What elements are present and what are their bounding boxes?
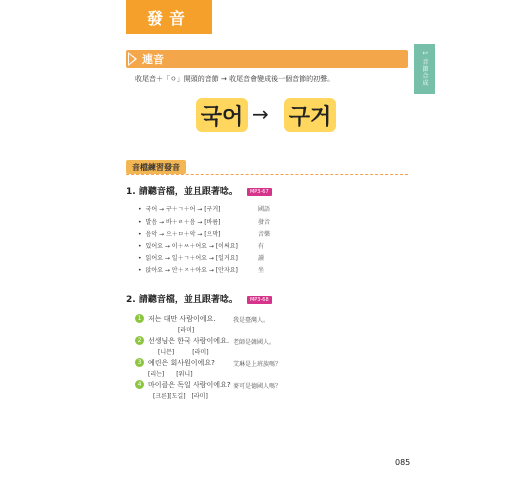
sentence: 예린은 회사원이에요? [148, 359, 215, 367]
sentence: 저는 대만 사람이에요. [148, 315, 216, 323]
pronunciation: [니믄] [라미] [158, 349, 209, 356]
translation: 老師是韓國人。 [233, 339, 276, 346]
pronunciation: [크른][도길] [라미] [153, 393, 208, 400]
question-1-text: 1. 請聽音檔，並且跟著唸。 [126, 187, 238, 197]
list-item: • 있어요 → 이＋ㅆ＋어요 → [이써요] [138, 243, 238, 250]
translation: 麥可是德國人嗎？ [233, 383, 282, 390]
practice-header [126, 160, 186, 174]
list-item: • 발음 → 바＋ㄹ＋음 → [바름] [138, 219, 221, 226]
pronunciation: [리는] [워니] [148, 371, 193, 378]
list-item-gloss: 發音 [258, 219, 271, 226]
translation: 艾琳是上班族嗎？ [233, 361, 282, 368]
question-2-text: 2. 請聽音檔，並且跟著唸。 [126, 295, 238, 305]
example-arrow: → [252, 102, 269, 126]
pronunciation: [라미] [178, 327, 195, 334]
list-item-gloss: 坐 [258, 267, 265, 274]
section-title: 連音 [142, 53, 164, 66]
list-item-gloss: 有 [258, 243, 265, 250]
practice-header-label: 音檔練習發音 [132, 162, 180, 172]
item-number-badge: 1 [135, 314, 144, 323]
list-item: • 앉아요 → 안＋ㅈ＋아요 → [안자요] [138, 267, 238, 274]
list-item: • 국어 → 구＋ㄱ＋어 → [구거] [138, 206, 221, 213]
item-number-badge: 2 [135, 336, 144, 345]
mp3-badge[interactable]: MP3-67 [247, 188, 272, 196]
section-bar [126, 50, 408, 68]
side-tab-label: 1 音節合成 [421, 51, 428, 87]
question-1-title [126, 184, 272, 197]
side-chapter-tab [414, 44, 435, 94]
list-item: • 음악 → 으＋ㅁ＋악 → [으막] [138, 231, 221, 238]
item-number-badge: 4 [135, 380, 144, 389]
divider [126, 174, 408, 175]
page-number: 085 [395, 458, 411, 467]
item-number-badge: 3 [135, 358, 144, 367]
play-arrow-icon [128, 52, 137, 66]
mp3-badge[interactable]: MP3-68 [247, 296, 272, 304]
header-tab [126, 0, 212, 34]
translation: 我是臺灣人。 [233, 317, 270, 324]
list-item-gloss: 國語 [258, 206, 271, 213]
question-2-title [126, 292, 272, 305]
sentence: 마이클은 독일 사람이에요? [148, 381, 231, 389]
list-item-gloss: 音樂 [258, 231, 271, 238]
sentence: 선생님은 한국 사람이에요. [148, 337, 230, 345]
list-item: • 읽어요 → 일＋ㄱ＋어요 → [일거요] [138, 255, 238, 262]
header-tab-label: 發音 [146, 8, 191, 28]
list-item-gloss: 讀 [258, 255, 265, 262]
example-left: 국어 [196, 98, 248, 132]
section-description: 收尾音＋「ㅇ」開頭的音節 → 收尾音會變成後一個音節的初聲。 [135, 75, 335, 83]
example-right: 구거 [284, 98, 336, 132]
